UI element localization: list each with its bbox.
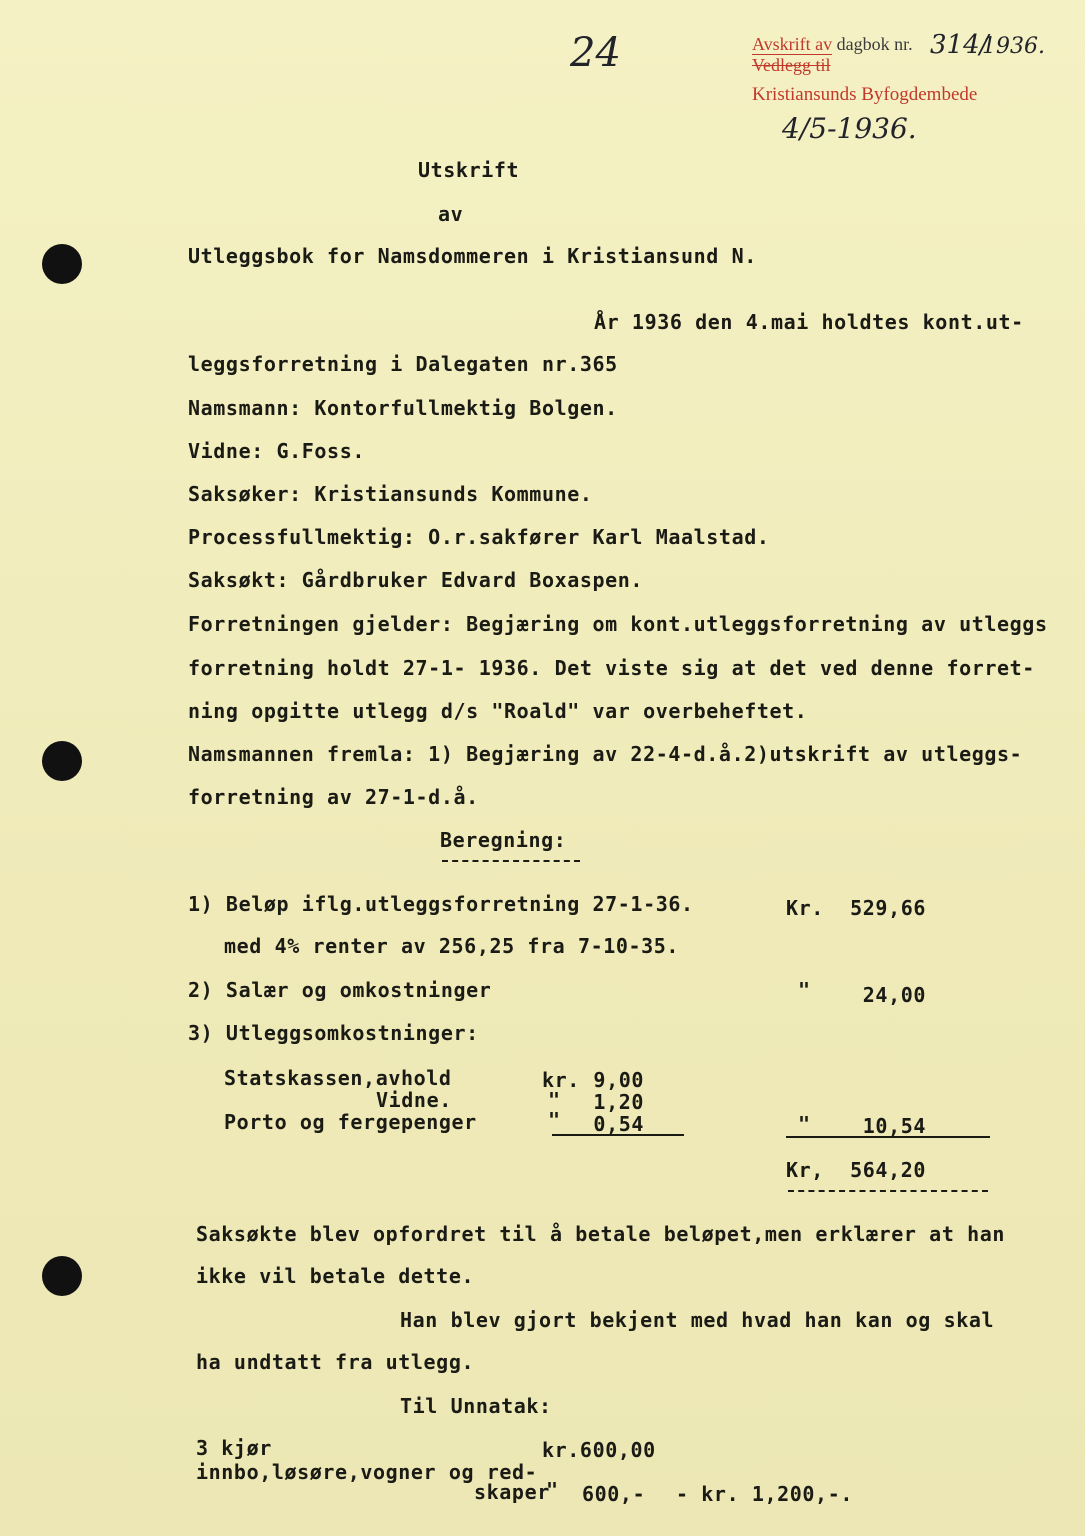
closing-line-1: Saksøkte blev opfordret til å betale beløpet,men erklærer at han xyxy=(196,1222,1006,1246)
exempt-row-3-amount: 600,- xyxy=(582,1482,646,1506)
closing-line-4: ha undtatt fra utlegg. xyxy=(196,1350,475,1374)
calc-title: Beregning: xyxy=(440,828,567,852)
party-vidne: Vidne: G.Foss. xyxy=(188,439,365,463)
exempt-title: Til Unnatak: xyxy=(400,1394,552,1418)
party-saksokt: Saksøkt: Gårdbruker Edvard Boxaspen. xyxy=(188,568,644,592)
item-1-amount: 529,66 xyxy=(850,896,926,920)
item-2-label: 2) Salær og omkostninger xyxy=(188,978,492,1002)
item-1-label: 1) Beløp iflg.utleggsforretning 27-1-36. xyxy=(188,892,694,916)
title-av: av xyxy=(438,202,464,226)
stamp-date: 4/5-1936. xyxy=(782,112,917,145)
item-1-currency: Kr. xyxy=(786,896,824,920)
closing-line-3: Han blev gjort bekjent med hvad han kan og skal xyxy=(400,1308,995,1332)
total-underline xyxy=(788,1190,988,1192)
party-processfullmektig: Processfullmektig: O.r.sakfører Karl Maalstad. xyxy=(188,525,770,549)
punch-hole-bottom xyxy=(42,1256,82,1296)
item-3-currency: " xyxy=(798,1112,811,1136)
total-currency: Kr, xyxy=(786,1158,824,1182)
matter-line-3: ning opgitte utlegg d/s "Roald" var overbeheftet. xyxy=(188,699,808,723)
sub-item-3-currency: " xyxy=(548,1108,561,1132)
sub-total-rule xyxy=(552,1134,684,1136)
intro-line-1: År 1936 den 4.mai holdtes kont.ut- xyxy=(594,310,1024,334)
sub-item-1-label: Statskassen,avhold xyxy=(224,1066,452,1090)
item-1-interest-note: med 4% renter av 256,25 fra 7-10-35. xyxy=(224,934,680,958)
sub-item-3-amount: 0,54 xyxy=(593,1112,644,1136)
item-3-label: 3) Utleggsomkostninger: xyxy=(188,1021,479,1045)
sum-rule xyxy=(786,1136,990,1138)
item-3-amount: 10,54 xyxy=(862,1114,926,1138)
exempt-row-1-label: 3 kjør xyxy=(196,1436,272,1460)
punch-hole-top xyxy=(42,244,82,284)
stamp-line1 xyxy=(752,34,913,55)
stamp-avskrift: Avskrift av xyxy=(752,34,833,54)
punch-hole-middle xyxy=(42,741,82,781)
item-2-currency: " xyxy=(798,978,811,1002)
exempt-row-3-currency: " xyxy=(546,1478,559,1502)
total-amount: 564,20 xyxy=(850,1158,926,1182)
stamp-year: 1936. xyxy=(982,34,1045,59)
item-2-amount: 24,00 xyxy=(862,983,926,1007)
exempt-row-2-label: innbo,løsøre,vogner og red- xyxy=(196,1460,538,1484)
party-namsmann: Namsmann: Kontorfullmektig Bolgen. xyxy=(188,396,618,420)
title: Utskrift xyxy=(418,158,520,182)
exempt-row-1-amount: kr.600,00 xyxy=(542,1438,656,1462)
presented-line-1: Namsmannen fremla: 1) Begjæring av 22-4-d.å.2)utskrift av utleggs- xyxy=(188,742,1023,766)
exempt-row-3-total: - kr. 1,200,-. xyxy=(676,1482,853,1506)
stamp-office: Kristiansunds Byfogdembede xyxy=(752,84,978,105)
intro-line-2: leggsforretning i Dalegaten nr.365 xyxy=(188,352,618,376)
sub-item-2-label: Vidne. xyxy=(376,1088,452,1112)
sub-item-2-amount: 1,20 xyxy=(593,1090,644,1114)
calc-title-underline xyxy=(442,860,580,862)
stamp-line2: Vedlegg til xyxy=(752,55,831,75)
closing-line-2: ikke vil betale dette. xyxy=(196,1264,475,1288)
matter-line-2: forretning holdt 27-1- 1936. Det viste sig at det ved denne forret- xyxy=(188,656,1035,680)
party-saksoker: Saksøker: Kristiansunds Kommune. xyxy=(188,482,593,506)
sub-item-3-label: Porto og fergepenger xyxy=(224,1110,477,1134)
sub-item-1-amount: 9,00 xyxy=(593,1068,644,1092)
stamp-journal-number: 314/ xyxy=(930,30,989,60)
page-number: 24 xyxy=(570,30,621,76)
sub-item-2-currency: " xyxy=(548,1088,561,1112)
exempt-row-3-label: skaper xyxy=(474,1480,550,1504)
source-book: Utleggsbok for Namsdommeren i Kristiansund N. xyxy=(188,244,757,268)
matter-line-1: Forretningen gjelder: Begjæring om kont.utleggsforretning av utleggs xyxy=(188,612,1048,636)
stamp-dagbok-label: dagbok nr. xyxy=(836,34,913,54)
presented-line-2: forretning av 27-1-d.å. xyxy=(188,785,479,809)
sub-item-1-currency: kr. xyxy=(542,1068,580,1092)
